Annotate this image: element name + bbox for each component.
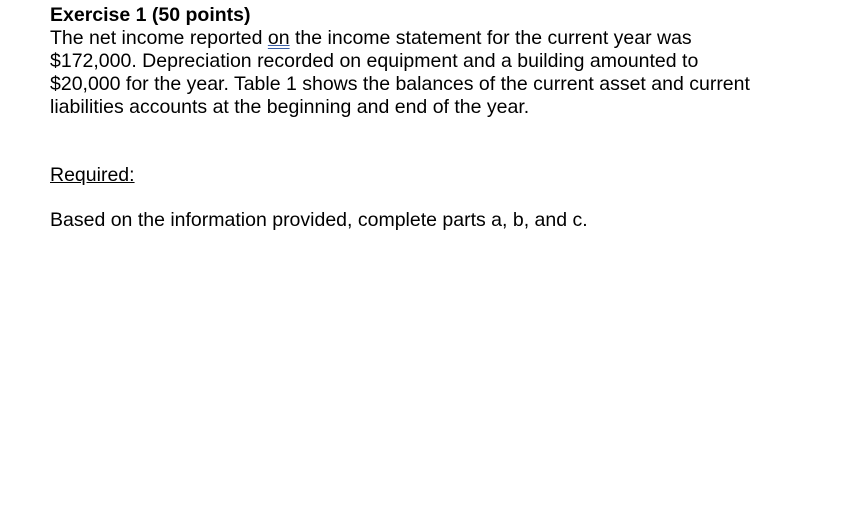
document-body bbox=[50, 4, 840, 232]
instruction-text: Based on the information provided, complete parts a, b, and c. bbox=[50, 209, 588, 231]
paragraph-line-4: liabilities accounts at the beginning and end of the year. bbox=[50, 96, 530, 118]
line1-before-text: The net income reported bbox=[50, 27, 268, 49]
paragraph-line-2: $172,000. Depreciation recorded on equipment and a building amounted to bbox=[50, 50, 699, 72]
exercise-paragraph bbox=[50, 27, 840, 119]
paragraph-line-1 bbox=[50, 27, 692, 49]
underlined-word-on: on bbox=[267, 27, 290, 49]
line1-after-text: the income statement for the current year was bbox=[289, 27, 692, 49]
exercise-title: Exercise 1 (50 points) bbox=[50, 4, 251, 26]
paragraph-line-3: $20,000 for the year. Table 1 shows the balances of the current asset and current bbox=[50, 73, 750, 95]
required-label: Required: bbox=[50, 164, 135, 186]
